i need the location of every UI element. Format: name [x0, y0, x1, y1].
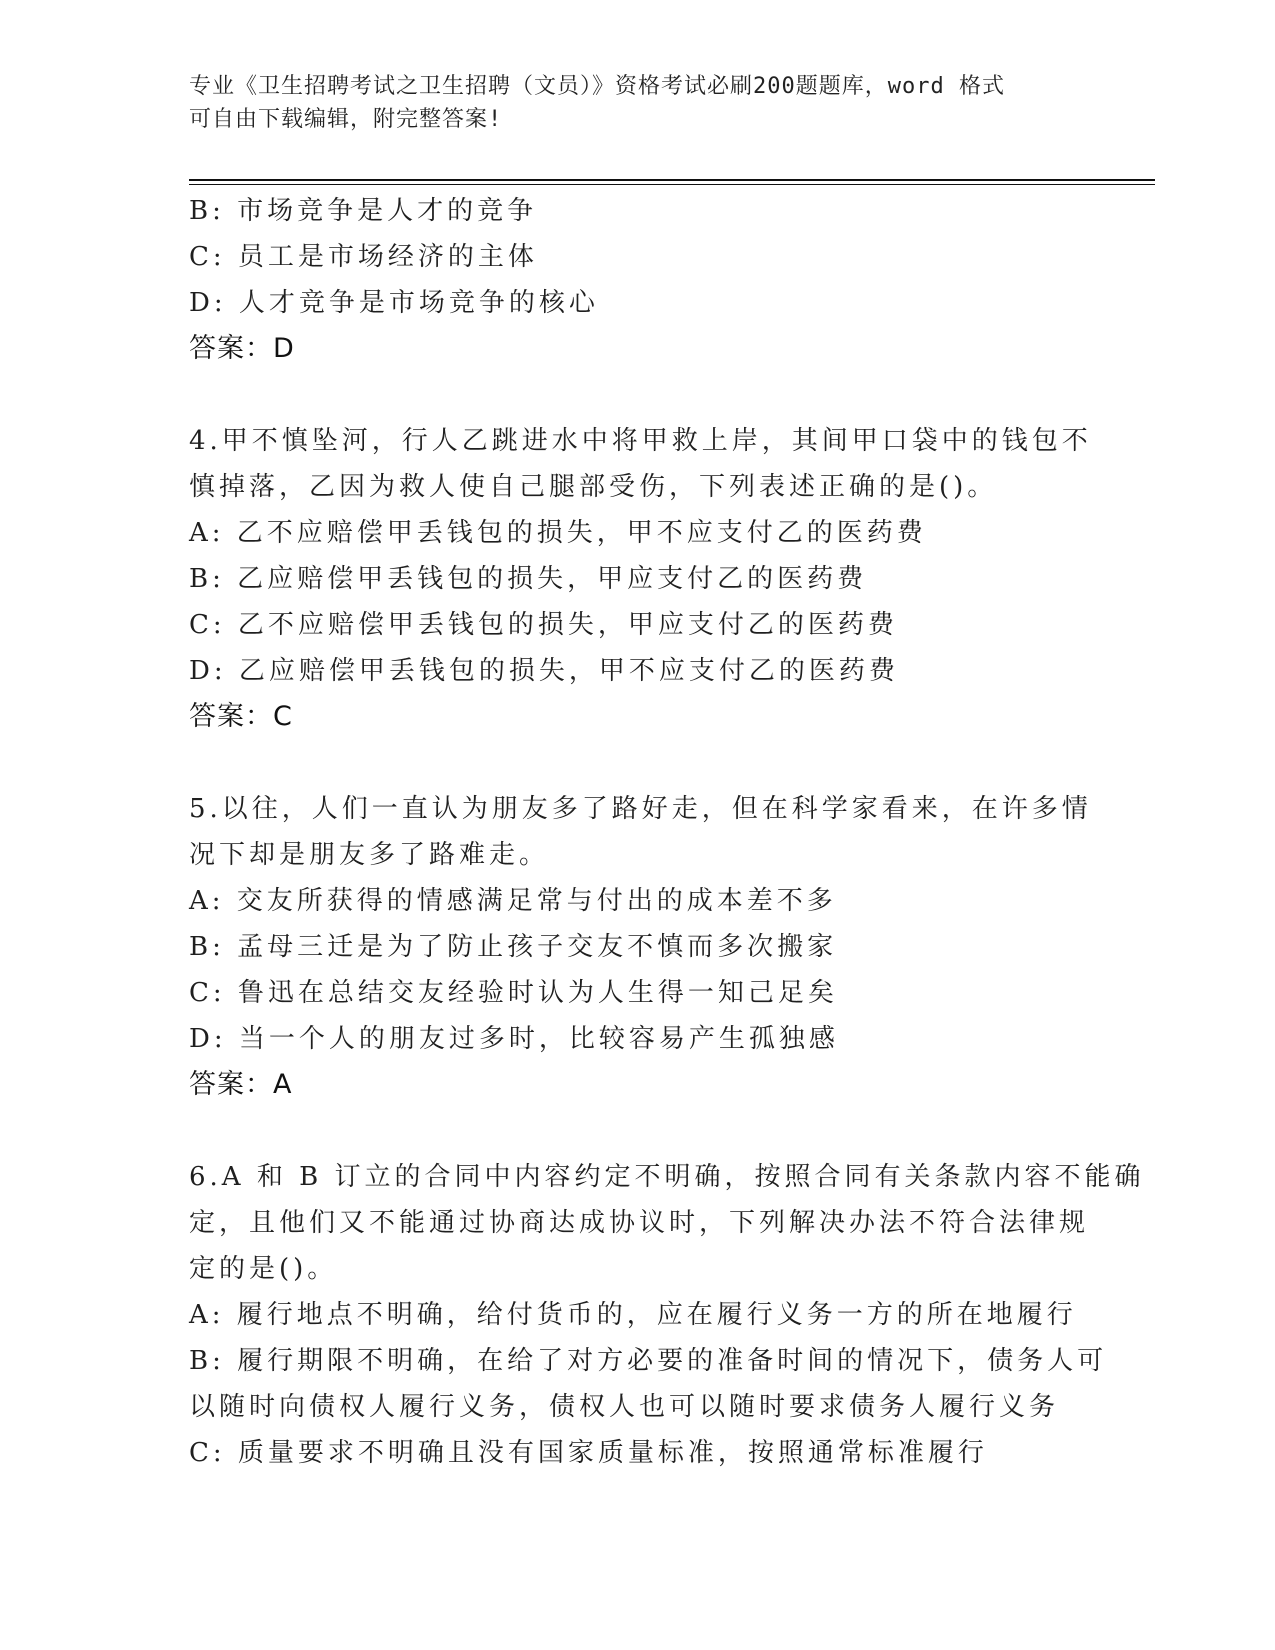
option-b: B: 市场竞争是人才的竞争	[189, 196, 538, 226]
question-stem-line-2: 慎掉落，乙因为救人使自己腿部受伤，下列表述正确的是()。	[189, 472, 998, 502]
question-3	[189, 188, 1109, 372]
question-stem-line-1: 4.甲不慎坠河，行人乙跳进水中将甲救上岸，其间甲口袋中的钱包不	[189, 426, 1092, 456]
option-b: B: 乙应赔偿甲丢钱包的损失，甲应支付乙的医药费	[189, 564, 868, 594]
option-a: A: 乙不应赔偿甲丢钱包的损失，甲不应支付乙的医药费	[189, 518, 927, 548]
question-stem-line-2: 况下却是朋友多了路难走。	[189, 840, 550, 870]
answer-label: 答案：D	[189, 333, 295, 364]
option-a: A: 履行地点不明确，给付货币的，应在履行义务一方的所在地履行	[189, 1300, 1077, 1330]
question-4	[189, 418, 1109, 740]
question-5	[189, 786, 1109, 1108]
header-title-line-1: 专业《卫生招聘考试之卫生招聘（文员）》资格考试必刷200题题库，word 格式	[189, 74, 1005, 99]
question-stem-line-1: 5.以往，人们一直认为朋友多了路好走，但在科学家看来，在许多情	[189, 794, 1092, 824]
header-title-line-2: 可自由下载编辑，附完整答案!	[189, 107, 503, 132]
spacer	[189, 740, 1109, 786]
question-6	[189, 1154, 1145, 1476]
option-c: C: 质量要求不明确且没有国家质量标准，按照通常标准履行	[189, 1438, 988, 1468]
option-c: C: 鲁迅在总结交友经验时认为人生得一知己足矣	[189, 978, 838, 1008]
answer-label: 答案：C	[189, 701, 293, 732]
option-a: A: 交友所获得的情感满足常与付出的成本差不多	[189, 886, 837, 916]
document-header	[189, 70, 1089, 136]
answer-label: 答案：A	[189, 1069, 293, 1100]
question-stem-line-2: 定，且他们又不能通过协商达成协议时，下列解决办法不符合法律规	[189, 1208, 1090, 1238]
question-list	[189, 188, 1145, 1476]
option-c: C: 员工是市场经济的主体	[189, 242, 538, 272]
option-d: D: 人才竞争是市场竞争的核心	[189, 288, 599, 318]
question-stem-line-3: 定的是()。	[189, 1254, 338, 1284]
option-d: D: 乙应赔偿甲丢钱包的损失，甲不应支付乙的医药费	[189, 656, 899, 686]
option-b-line-2: 以随时向债权人履行义务，债权人也可以随时要求债务人履行义务	[189, 1392, 1060, 1422]
header-divider-thin	[189, 184, 1155, 185]
spacer	[189, 372, 1109, 418]
option-b: B: 孟母三迁是为了防止孩子交友不慎而多次搬家	[189, 932, 838, 962]
spacer	[189, 1108, 1109, 1154]
option-b-line-1: B: 履行期限不明确，在给了对方必要的准备时间的情况下，债务人可	[189, 1346, 1108, 1376]
option-d: D: 当一个人的朋友过多时，比较容易产生孤独感	[189, 1024, 839, 1054]
header-divider-thick	[189, 179, 1155, 181]
question-stem-line-1: 6.A 和 B 订立的合同中内容约定不明确，按照合同有关条款内容不能确	[189, 1162, 1145, 1192]
option-c: C: 乙不应赔偿甲丢钱包的损失，甲应支付乙的医药费	[189, 610, 898, 640]
